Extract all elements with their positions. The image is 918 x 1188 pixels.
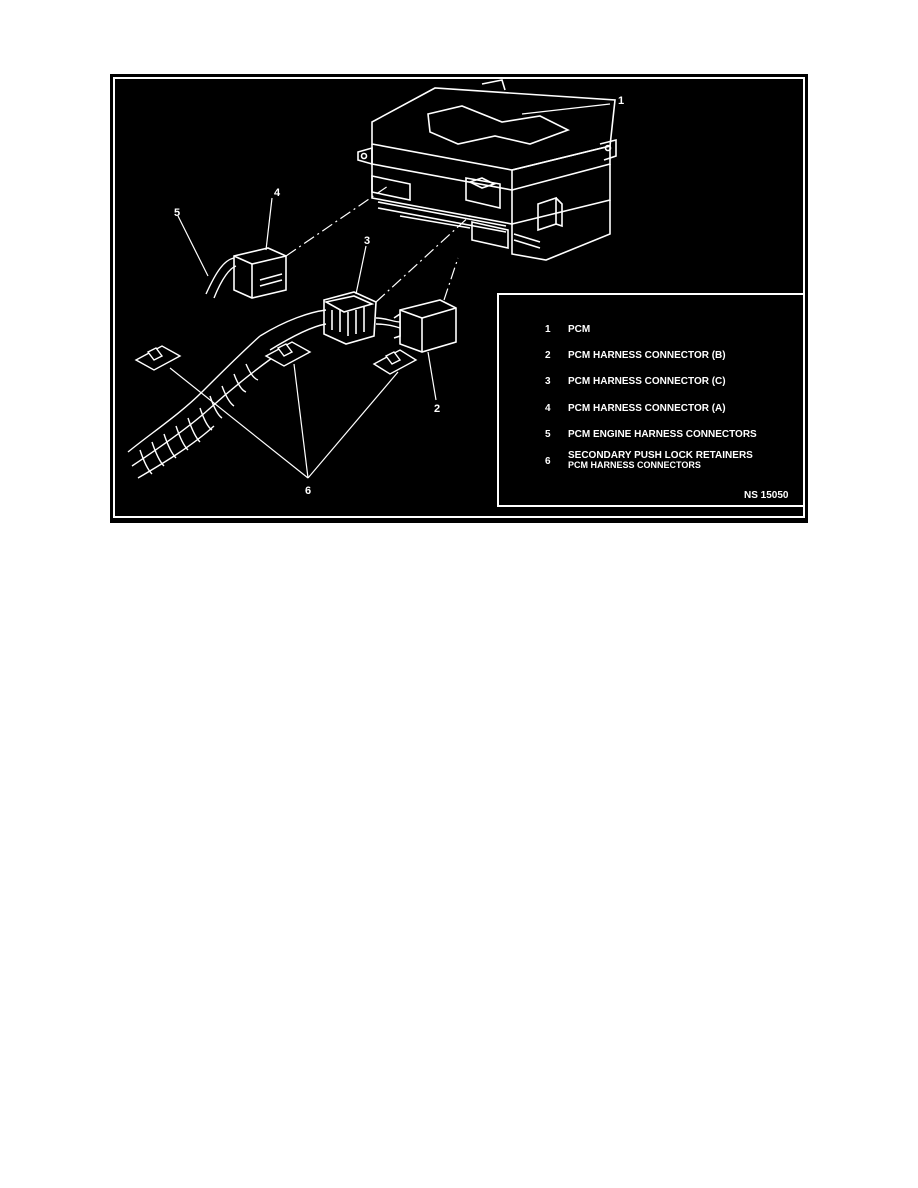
legend-text-5: PCM ENGINE HARNESS CONNECTORS xyxy=(568,429,757,440)
legend-box xyxy=(498,294,804,506)
legend-subtext-6: PCM HARNESS CONNECTORS xyxy=(568,460,701,470)
legend-num-2: 2 xyxy=(545,350,551,361)
legend-border xyxy=(498,294,804,506)
callout-3: 3 xyxy=(364,235,371,247)
legend-text-3: PCM HARNESS CONNECTOR (C) xyxy=(568,376,726,387)
legend-num-3: 3 xyxy=(545,376,551,387)
callout-2: 2 xyxy=(434,403,441,415)
legend-text-1: PCM xyxy=(568,324,591,335)
legend-text-2: PCM HARNESS CONNECTOR (B) xyxy=(568,350,726,361)
legend-text-6: SECONDARY PUSH LOCK RETAINERS xyxy=(568,450,753,461)
callout-1: 1 xyxy=(618,95,625,107)
harness-connector-c xyxy=(324,292,376,344)
legend-num-5: 5 xyxy=(545,429,551,440)
legend-num-4: 4 xyxy=(545,403,551,414)
diagram-canvas xyxy=(110,74,808,523)
callout-4: 4 xyxy=(274,187,281,199)
callout-5: 5 xyxy=(174,207,181,219)
legend-num-6: 6 xyxy=(545,456,551,467)
callout-6: 6 xyxy=(305,485,312,497)
pcm-connector-diagram xyxy=(110,74,808,523)
legend-text-4: PCM HARNESS CONNECTOR (A) xyxy=(568,403,726,414)
legend-num-1: 1 xyxy=(545,324,551,335)
figure-id: NS 15050 xyxy=(744,490,789,501)
harness-connector-a xyxy=(234,248,286,298)
